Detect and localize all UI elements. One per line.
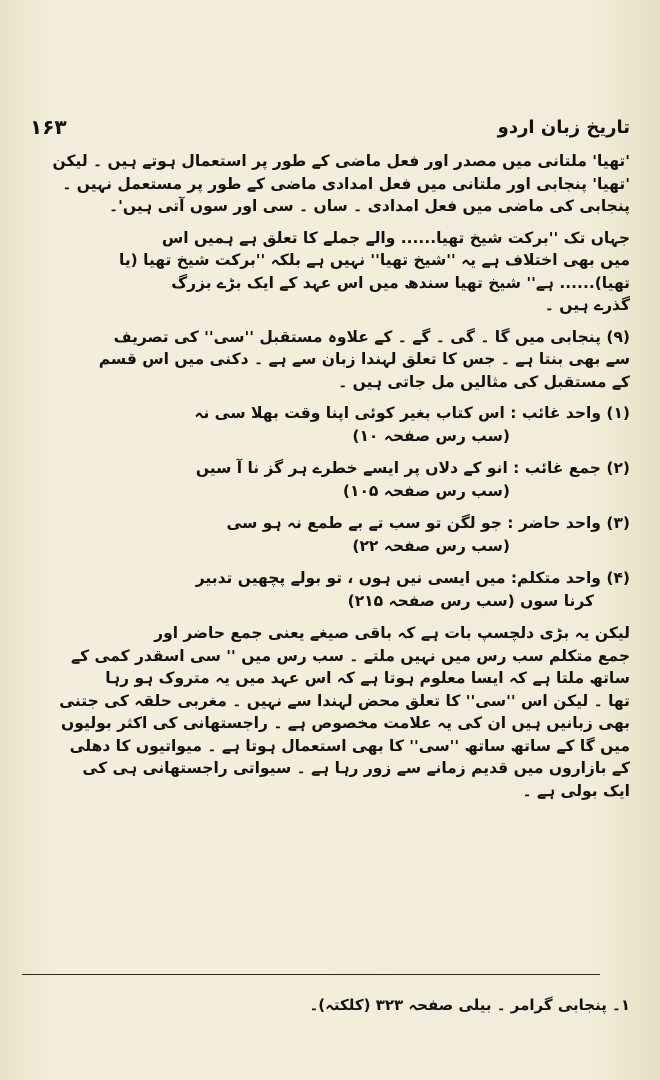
- example-source: (سب رس صفحہ ۱۰): [352, 426, 510, 445]
- text-line: تھیا)...... ہے'' شیخ تھیا سندھ میں اس عہد کے ایک بڑے بزرگ: [171, 273, 630, 292]
- body-text: [24, 150, 630, 811]
- text-line: جمع متکلم سب رس میں نہیں ملتے ۔ سب رس میں '' سی اسقدر کمی کے: [71, 646, 630, 665]
- text-line: ایک بولی ہے ۔: [522, 781, 630, 800]
- running-header: [30, 112, 630, 142]
- text-line: کے بازاروں میں قدیم زمانے سے زور رہا ہے ۔ سیواتی راجستھانی ہی کی: [82, 759, 630, 777]
- example-text: (۴) واحد متکلم: میں ایسی نیں ہوں ، تو بولے پچھیں تدبیر: [195, 569, 630, 587]
- paragraph-1: [24, 150, 630, 218]
- text-line: تھا ۔ لیکن اس ''سی'' کا تعلق محض لہندا سے نہیں ۔ مغربی حلقہ کی جتنی: [59, 691, 630, 710]
- running-title: تاریخ زبان اردو: [497, 116, 630, 138]
- text-line: لیکن یہ بڑی دلچسپ بات ہے کہ باقی صیغے یعنی جمع حاضر اور: [154, 624, 630, 642]
- text-line: (۹) پنجابی میں گا ۔ گی ۔ گے ۔ کے علاوہ مستقبل ''سی'' کی تصریف: [113, 327, 630, 346]
- text-line: جہاں تک ''برکت شیخ تھیا...... والے جملے کا تعلق ہے ہمیں اس: [161, 228, 630, 247]
- example-text: (۱) واحد غائب : اس کتاب بغیر کوئی اپنا وقت بھلا سی نہ: [194, 404, 630, 422]
- closing-paragraph: [24, 622, 630, 802]
- text-line: بھی زبانیں ہیں ان کی یہ علامت مخصوص ہے ۔ راجستھانی کی اکثر بولیوں: [61, 714, 630, 732]
- example-text: (۳) واحد حاضر : جو لگن تو سب تے بے طمع نہ ہو سی: [226, 514, 630, 532]
- text-line: 'تھیا' ملتانی میں مصدر اور فعل ماضی کے طور پر استعمال ہوتے ہیں ۔ لیکن: [52, 152, 630, 170]
- example-4: [24, 567, 630, 612]
- example-1: [24, 402, 630, 447]
- text-line: گذرے ہیں ۔: [544, 296, 630, 314]
- example-text: (۲) جمع غائب : انو کے دلاں پر ایسے خطرے ہر گز نا آ سیں: [195, 459, 630, 477]
- example-2: [24, 457, 630, 502]
- paragraph-2: [24, 227, 630, 317]
- text-line: کے مستقبل کی مثالیں مل جاتی ہیں ۔: [338, 372, 630, 391]
- text-line: میں بھی اختلاف ہے یہ ''شیخ تھیا'' نہیں ہے بلکہ ''برکت شیخ تھیا (یا: [119, 251, 630, 269]
- footnote-divider: [22, 974, 600, 975]
- example-source: (سب رس صفحہ ۲۲): [352, 536, 510, 555]
- example-source: (سب رس صفحہ ۱۰۵): [342, 481, 510, 500]
- text-line: میں گا کے ساتھ ساتھ ''سی'' کا بھی استعمال ہوتا ہے ۔ میواتیوں کا دھلی: [69, 736, 630, 755]
- example-source: کرنا سوں (سب رس صفحہ ۲۱۵): [347, 591, 594, 610]
- page-number: ۱۶۳: [30, 115, 67, 139]
- text-line: ساتھ ملتا ہے کہ ایسا معلوم ہوتا ہے کہ اس عہد میں یہ متروک ہو رہا: [105, 669, 630, 687]
- footnote: ۱۔ پنجابی گرامر ۔ بیلی صفحہ ۳۲۳ (کلکتہ)۔: [309, 996, 630, 1014]
- paragraph-3: [24, 326, 630, 394]
- text-line: 'تھیا' پنجابی اور ملتانی میں فعل امدادی ماضی کے طور پر مستعمل نہیں ۔: [62, 174, 630, 193]
- text-line: پنجابی کی ماضی میں فعل امدادی ۔ ساں ۔ سی اور سوں آتی ہیں'۔: [109, 197, 630, 215]
- text-line: سے بھی بنتا ہے ۔ جس کا تعلق لہندا زبان سے ہے ۔ دکنی میں اس قسم: [98, 350, 630, 368]
- example-3: [24, 512, 630, 557]
